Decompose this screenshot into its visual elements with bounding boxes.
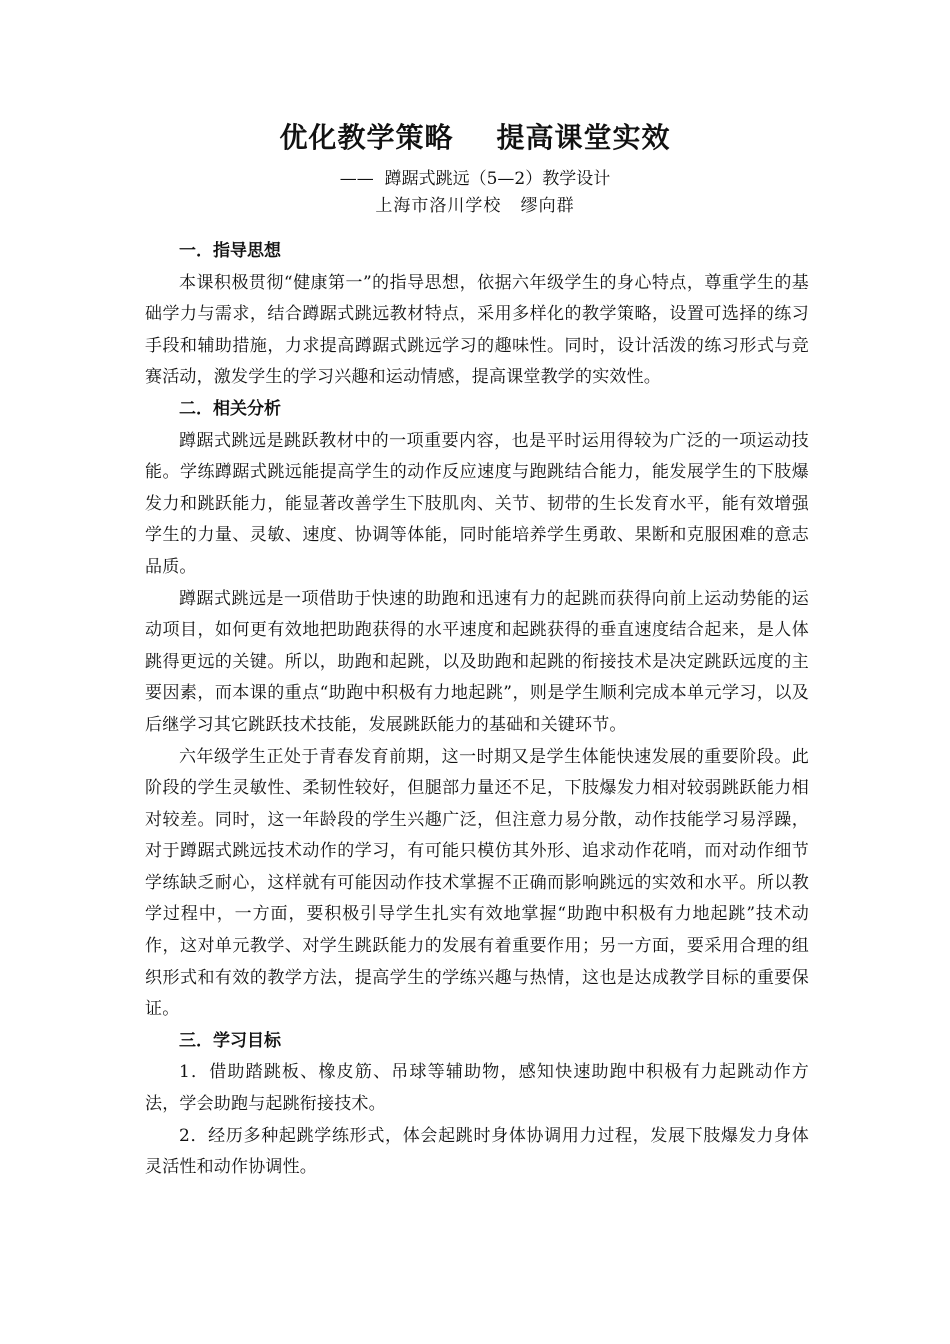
paragraph: 蹲踞式跳远是跳跃教材中的一项重要内容，也是平时运用得较为广泛的一项运动技能。学练蹲踞式跳远能提高学生的动作反应速度与跑跳结合能力，能发展学生的下肢爆发力和跳跃能力，能显著改善学生下肢肌肉、关节、韧带的生长发育水平，能有效增强学生的力量、灵敏、速度、协调等体能，同时能培养学生勇敢、果断和克服困难的意志品质。 (145, 430, 809, 577)
section-related-analysis (145, 394, 809, 1026)
section-heading: 一．指导思想 (179, 241, 281, 261)
section-learning-objectives (145, 1026, 809, 1184)
paragraph: 本课积极贯彻“健康第一”的指导思想，依据六年级学生的身心特点，尊重学生的基础学力与需求，结合蹲踞式跳远教材特点，采用多样化的教学策略，设置可选择的练习手段和辅助措施，力求提高蹲踞式跳远学习的趣味性。同时，设计活泼的练习形式与竞赛活动，激发学生的学习兴趣和运动情感，提高课堂教学的实效性。 (145, 272, 809, 388)
objective-item: 1．借助踏跳板、橡皮筋、吊球等辅助物，感知快速助跑中积极有力起跳动作方法，学会助跑与起跳衔接技术。 (145, 1062, 809, 1115)
document-body (145, 236, 809, 1184)
paragraph: 六年级学生正处于青春发育前期，这一时期又是学生体能快速发展的重要阶段。此阶段的学生灵敏性、柔韧性较好，但腿部力量还不足，下肢爆发力相对较弱跳跃能力相对较差。同时，这一年龄段的学生兴趣广泛，但注意力易分散，动作技能学习易浮躁，对于蹲踞式跳远技术动作的学习，有可能只模仿其外形、追求动作花哨，而对动作细节学练缺乏耐心，这样就有可能因动作技术掌握不正确而影响跳远的实效和水平。所以教学过程中，一方面，要积极引导学生扎实有效地掌握“助跑中积极有力地起跳”技术动作，这对单元教学、对学生跳跃能力的发展有着重要作用；另一方面，要采用合理的组织形式和有效的教学方法，提高学生的学练兴趣与热情，这也是达成教学目标的重要保证。 (145, 746, 809, 1020)
paragraph: 蹲踞式跳远是一项借助于快速的助跑和迅速有力的起跳而获得向前上运动势能的运动项目，如何更有效地把助跑获得的水平速度和起跳获得的垂直速度结合起来，是人体跳得更远的关键。所以，助跑和起跳，以及助跑和起跳的衔接技术是决定跳跃远度的主要因素，而本课的重点“助跑中积极有力地起跳”，则是学生顺利完成本单元学习，以及后继学习其它跳跃技术技能，发展跳跃能力的基础和关键环节。 (145, 588, 809, 735)
document-subtitle: —— 蹲踞式跳远（5—2）教学设计 (339, 169, 611, 189)
section-heading: 二．相关分析 (179, 398, 281, 419)
section-heading: 三．学习目标 (179, 1030, 281, 1051)
objective-item: 2．经历多种起跳学练形式，体会起跳时身体协调用力过程，发展下肢爆发力身体灵活性和动作协调性。 (145, 1125, 809, 1178)
document-title: 优化教学策略 提高课堂实效 (279, 121, 671, 154)
section-guiding-ideology (145, 236, 809, 394)
document-author: 上海市洛川学校 缪向群 (375, 196, 575, 216)
